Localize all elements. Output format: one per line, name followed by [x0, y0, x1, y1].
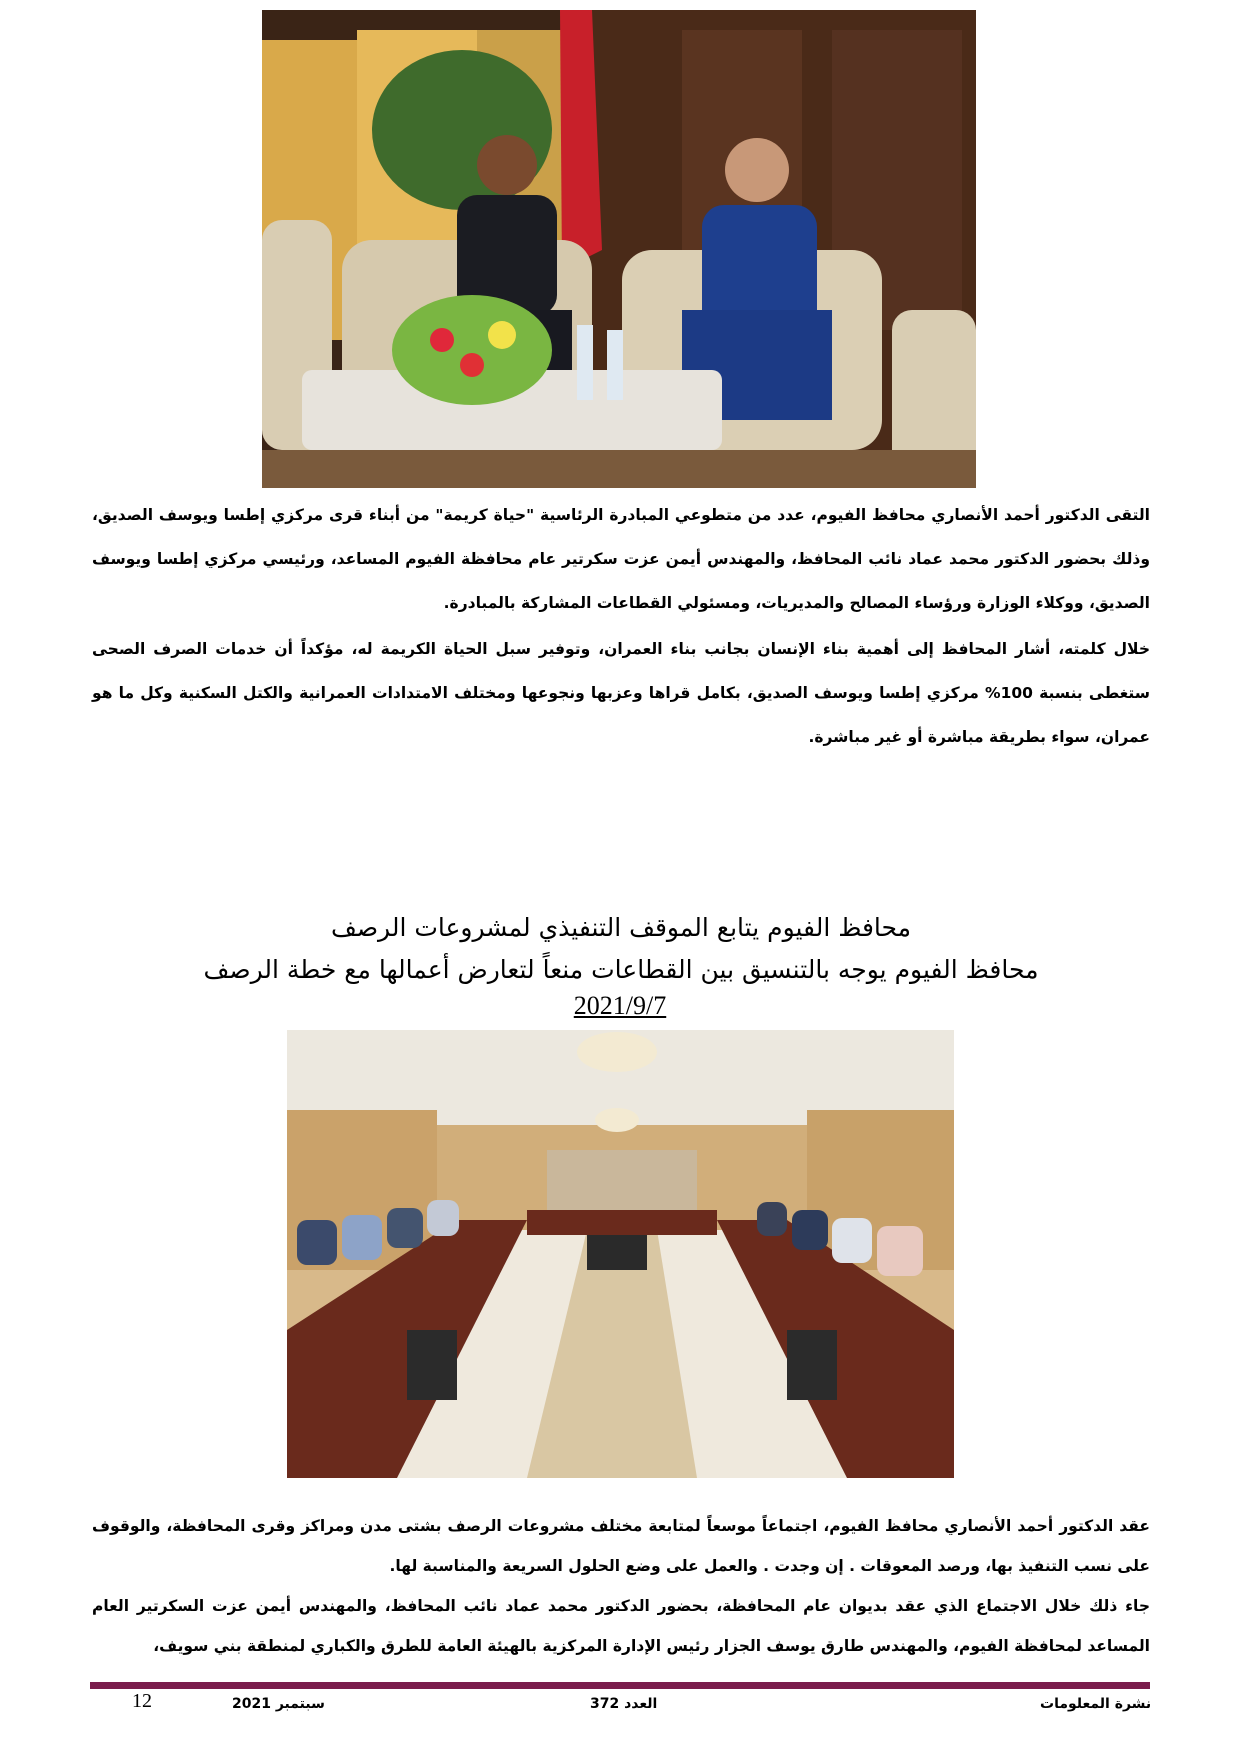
- article2-paragraph-1: عقد الدكتور أحمد الأنصاري محافظ الفيوم، اجتماعاً موسعاً لمتابعة مختلف مشروعات الرصف بشتى مدن ومراكز وقرى المحافظة، والوقوف على نسب التنفيذ بها، ورصد المعوقات . إن وجدت . والعمل على وضع الحلول السريعة والمناسبة لها.: [92, 1517, 1150, 1575]
- meeting-photo-volunteers: [262, 10, 976, 488]
- article1-paragraph-1: التقى الدكتور أحمد الأنصاري محافظ الفيوم، عدد من متطوعي المبادرة الرئاسية "حياة كريمة" من أبناء قرى مركزي إطسا ويوسف الصديق، وذلك بحضور الدكتور محمد عماد نائب المحافظ، والمهندس أيمن عزت سكرتير عام محافظة الفيوم المساعد، ورئيسي مركزي إطسا ويوسف الصديق، ووكلاء الوزارة ورؤساء المصالح والمديريات، ومسئولي القطاعات المشاركة بالمبادرة.: [92, 506, 1150, 612]
- article1-paragraph-2: خلال كلمته، أشار المحافظ إلى أهمية بناء الإنسان بجانب بناء العمران، وتوفير سبل الحياة الكريمة له، مؤكداً أن خدمات الصرف الصحى ستغطى بنسبة 100% مركزي إطسا ويوسف الصديق، بكامل قراها وعزبها ونجوعها ومختلف الامتدادات العمرانية والكتل السكنية وكل ما هو عمران، سواء بطريقة مباشرة أو غير مباشرة.: [92, 640, 1150, 746]
- footer-page-number: 12: [132, 1690, 152, 1712]
- article2-paragraph-2: جاء ذلك خلال الاجتماع الذي عقد بديوان عام المحافظة، بحضور الدكتور محمد عماد نائب المحافظ، والمهندس أيمن عزت السكرتير العام المساعد لمحافظة الفيوم، والمهندس طارق يوسف الجزار رئيس الإدارة المركزية بالهيئة العامة للطرق والكباري لمنطقة بني سويف،: [92, 1597, 1150, 1655]
- article2-subtitle: محافظ الفيوم يوجه بالتنسيق بين القطاعات منعاً لتعارض أعمالها مع خطة الرصف: [203, 955, 1039, 984]
- footer-date: سبتمبر 2021: [232, 1696, 325, 1712]
- article2-date: 2021/9/7: [573, 991, 667, 1020]
- footer-issue-number: العدد 372: [590, 1696, 658, 1712]
- footer-publication-name: نشرة المعلومات: [1040, 1696, 1152, 1712]
- article2-title: محافظ الفيوم يتابع الموقف التنفيذي لمشروعات الرصف: [330, 913, 912, 942]
- meeting-photo-paving: [287, 1030, 954, 1478]
- footer-divider: [90, 1682, 1150, 1689]
